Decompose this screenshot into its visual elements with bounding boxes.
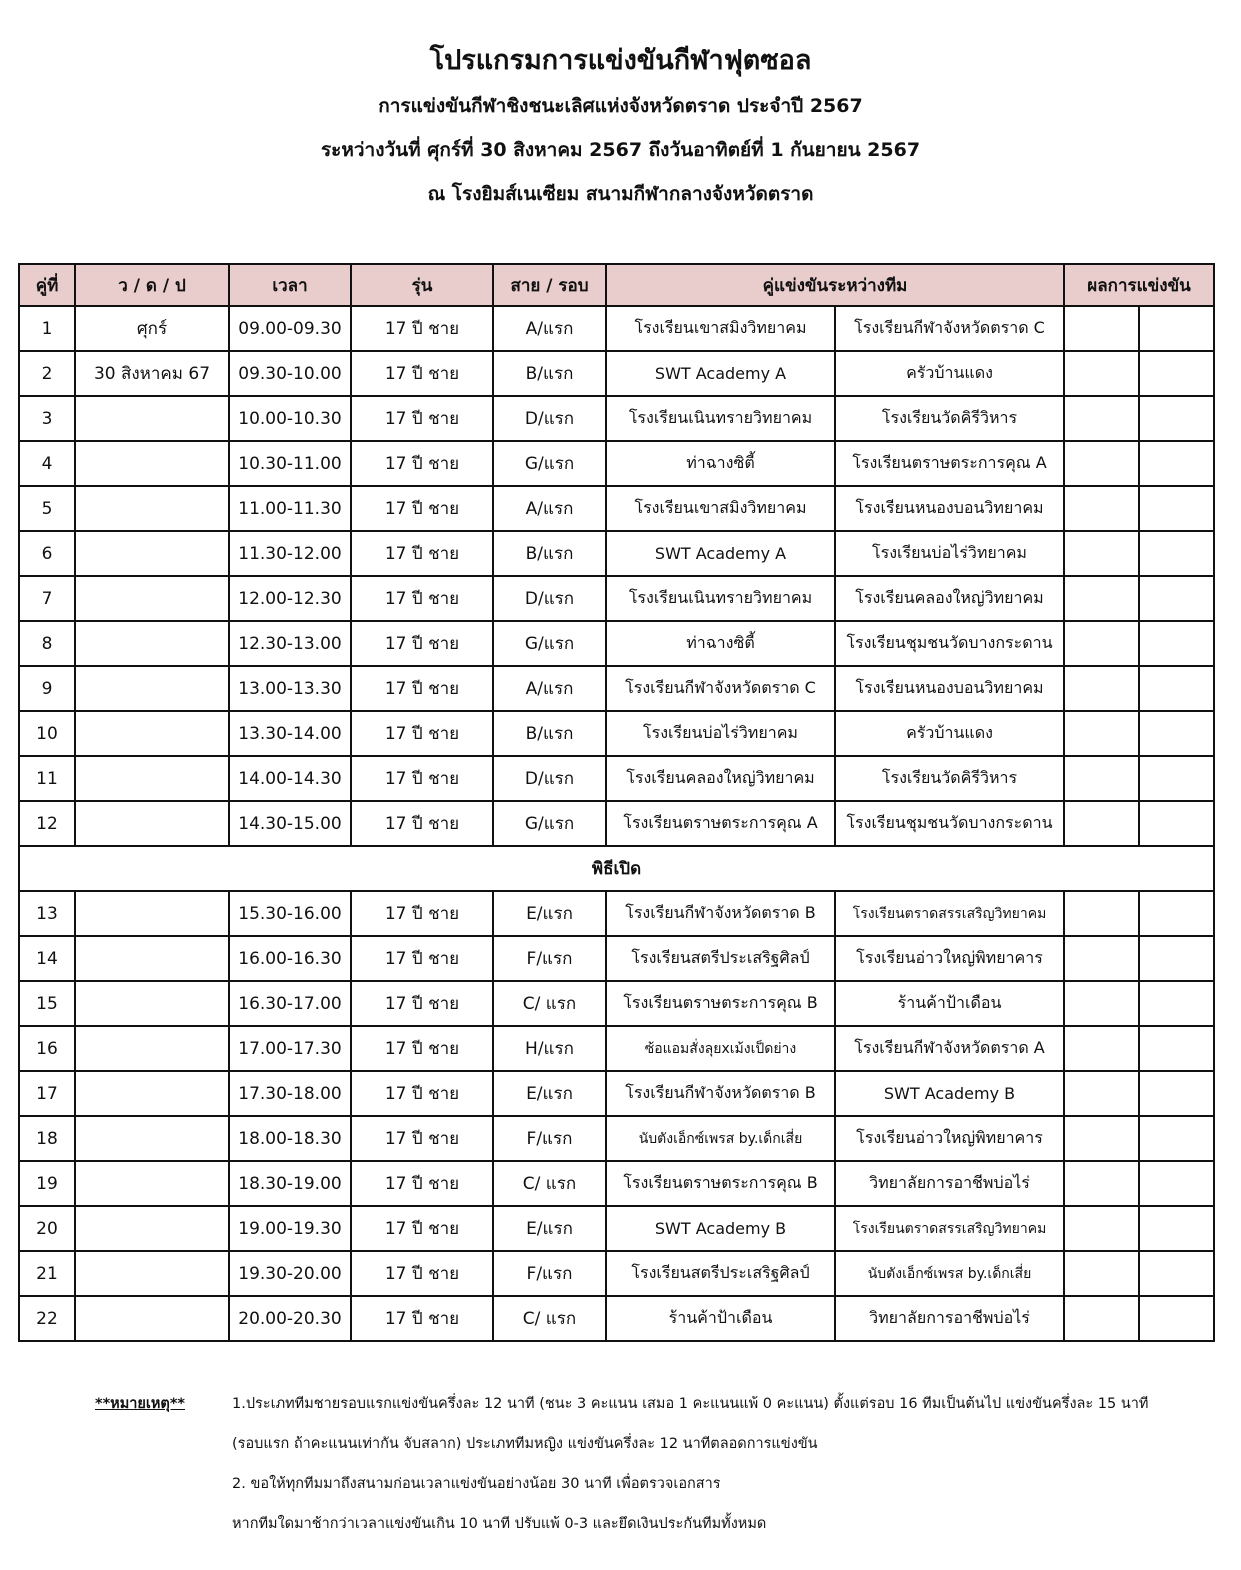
team-b: วิทยาลัยการอาชีพบ่อไร่ xyxy=(835,1296,1064,1341)
match-date xyxy=(75,1296,229,1341)
match-number: 6 xyxy=(19,531,75,576)
match-number: 8 xyxy=(19,621,75,666)
team-a: ซ้อแอมสั่งลุยxเม้งเป็ดย่าง xyxy=(606,1026,835,1071)
match-division: 17 ปี ชาย xyxy=(351,981,493,1026)
match-division: 17 ปี ชาย xyxy=(351,396,493,441)
match-time: 14.00-14.30 xyxy=(229,756,351,801)
match-group-round: G/แรก xyxy=(493,441,606,486)
match-division: 17 ปี ชาย xyxy=(351,306,493,351)
match-division: 17 ปี ชาย xyxy=(351,891,493,936)
match-time: 13.30-14.00 xyxy=(229,711,351,756)
match-division: 17 ปี ชาย xyxy=(351,1071,493,1116)
col-result: ผลการแข่งขัน xyxy=(1064,264,1214,306)
match-number: 7 xyxy=(19,576,75,621)
match-time: 18.00-18.30 xyxy=(229,1116,351,1161)
team-b: โรงเรียนอ่าวใหญ่พิทยาคาร xyxy=(835,1116,1064,1161)
table-row xyxy=(19,621,1214,666)
team-b: ร้านค้าป้าเดือน xyxy=(835,981,1064,1026)
match-group-round: G/แรก xyxy=(493,801,606,846)
result-b xyxy=(1139,1161,1214,1206)
team-a: โรงเรียนเขาสมิงวิทยาคม xyxy=(606,486,835,531)
match-date xyxy=(75,666,229,711)
table-row xyxy=(19,936,1214,981)
match-group-round: G/แรก xyxy=(493,621,606,666)
table-row xyxy=(19,351,1214,396)
result-b xyxy=(1139,531,1214,576)
table-row xyxy=(19,1161,1214,1206)
result-a xyxy=(1064,1206,1139,1251)
match-group-round: C/ แรก xyxy=(493,1161,606,1206)
result-b xyxy=(1139,1071,1214,1116)
result-b xyxy=(1139,621,1214,666)
team-a: โรงเรียนเนินทรายวิทยาคม xyxy=(606,576,835,621)
result-b xyxy=(1139,306,1214,351)
match-time: 18.30-19.00 xyxy=(229,1161,351,1206)
match-group-round: A/แรก xyxy=(493,306,606,351)
team-b: โรงเรียนวัดคิรีวิหาร xyxy=(835,396,1064,441)
team-b: ครัวบ้านแดง xyxy=(835,711,1064,756)
team-b: โรงเรียนอ่าวใหญ่พิทยาคาร xyxy=(835,936,1064,981)
match-time: 15.30-16.00 xyxy=(229,891,351,936)
match-division: 17 ปี ชาย xyxy=(351,756,493,801)
document-header xyxy=(0,38,1241,216)
team-b: SWT Academy B xyxy=(835,1071,1064,1116)
table-row xyxy=(19,891,1214,936)
table-row xyxy=(19,441,1214,486)
match-group-round: F/แรก xyxy=(493,936,606,981)
team-a: โรงเรียนกีฬาจังหวัดตราด C xyxy=(606,666,835,711)
match-number: 11 xyxy=(19,756,75,801)
match-date xyxy=(75,441,229,486)
match-division: 17 ปี ชาย xyxy=(351,1161,493,1206)
result-a xyxy=(1064,801,1139,846)
result-b xyxy=(1139,576,1214,621)
result-a xyxy=(1064,351,1139,396)
table-row xyxy=(19,576,1214,621)
team-a: ท่าฉางซิตี้ xyxy=(606,621,835,666)
match-group-round: B/แรก xyxy=(493,711,606,756)
result-b xyxy=(1139,666,1214,711)
match-time: 12.30-13.00 xyxy=(229,621,351,666)
match-number: 19 xyxy=(19,1161,75,1206)
result-a xyxy=(1064,1296,1139,1341)
match-number: 21 xyxy=(19,1251,75,1296)
match-date xyxy=(75,576,229,621)
match-date xyxy=(75,756,229,801)
result-b xyxy=(1139,351,1214,396)
match-time: 13.00-13.30 xyxy=(229,666,351,711)
team-a: ท่าฉางซิตี้ xyxy=(606,441,835,486)
match-date xyxy=(75,1026,229,1071)
team-a: โรงเรียนสตรีประเสริฐศิลป์ xyxy=(606,936,835,981)
match-group-round: B/แรก xyxy=(493,531,606,576)
match-time: 11.00-11.30 xyxy=(229,486,351,531)
result-b xyxy=(1139,891,1214,936)
match-number: 14 xyxy=(19,936,75,981)
table-row xyxy=(19,801,1214,846)
page-subtitle: การแข่งขันกีฬาชิงชนะเลิศแห่งจังหวัดตราด ประจำปี 2567 xyxy=(378,95,863,117)
team-b: โรงเรียนกีฬาจังหวัดตราด C xyxy=(835,306,1064,351)
match-time: 09.30-10.00 xyxy=(229,351,351,396)
table-row xyxy=(19,1206,1214,1251)
result-a xyxy=(1064,1251,1139,1296)
match-division: 17 ปี ชาย xyxy=(351,1251,493,1296)
team-b: โรงเรียนตราดสรรเสริญวิทยาคม xyxy=(835,1206,1064,1251)
team-a: โรงเรียนตราษตระการคุณ B xyxy=(606,981,835,1026)
match-number: 13 xyxy=(19,891,75,936)
match-time: 20.00-20.30 xyxy=(229,1296,351,1341)
result-b xyxy=(1139,1296,1214,1341)
match-group-round: E/แรก xyxy=(493,1206,606,1251)
match-group-round: E/แรก xyxy=(493,891,606,936)
team-b: โรงเรียนชุมชนวัดบางกระดาน xyxy=(835,621,1064,666)
result-a xyxy=(1064,576,1139,621)
result-a xyxy=(1064,1071,1139,1116)
result-a xyxy=(1064,1116,1139,1161)
match-time: 16.30-17.00 xyxy=(229,981,351,1026)
team-b: โรงเรียนตราษตระการคุณ A xyxy=(835,441,1064,486)
match-number: 2 xyxy=(19,351,75,396)
match-division: 17 ปี ชาย xyxy=(351,486,493,531)
result-a xyxy=(1064,891,1139,936)
match-division: 17 ปี ชาย xyxy=(351,351,493,396)
result-b xyxy=(1139,1251,1214,1296)
table-row xyxy=(19,1071,1214,1116)
match-number: 17 xyxy=(19,1071,75,1116)
match-number: 20 xyxy=(19,1206,75,1251)
match-group-round: F/แรก xyxy=(493,1251,606,1296)
schedule-table xyxy=(18,263,1215,1342)
match-division: 17 ปี ชาย xyxy=(351,576,493,621)
notes-label: **หมายเหตุ** xyxy=(95,1396,186,1412)
match-date xyxy=(75,1251,229,1296)
match-number: 5 xyxy=(19,486,75,531)
team-a: SWT Academy A xyxy=(606,531,835,576)
team-b: โรงเรียนตราดสรรเสริญวิทยาคม xyxy=(835,891,1064,936)
match-group-round: A/แรก xyxy=(493,666,606,711)
result-a xyxy=(1064,666,1139,711)
match-number: 1 xyxy=(19,306,75,351)
match-date xyxy=(75,486,229,531)
table-row xyxy=(19,1026,1214,1071)
result-b xyxy=(1139,936,1214,981)
match-date: 30 สิงหาคม 67 xyxy=(75,351,229,396)
team-b: โรงเรียนวัดคิรีวิหาร xyxy=(835,756,1064,801)
table-row xyxy=(19,666,1214,711)
match-number: 9 xyxy=(19,666,75,711)
team-b: นับตังเอ็กซ์เพรส by.เด็กเสี่ย xyxy=(835,1251,1064,1296)
match-time: 17.30-18.00 xyxy=(229,1071,351,1116)
match-date xyxy=(75,936,229,981)
match-time: 12.00-12.30 xyxy=(229,576,351,621)
team-b: โรงเรียนบ่อไร่วิทยาคม xyxy=(835,531,1064,576)
match-date xyxy=(75,711,229,756)
schedule-body xyxy=(19,306,1214,1341)
page-title: โปรแกรมการแข่งขันกีฬาฟุตซอล xyxy=(429,45,812,76)
table-row xyxy=(19,306,1214,351)
event-dates: ระหว่างวันที่ ศุกร์ที่ 30 สิงหาคม 2567 ถึงวันอาทิตย์ที่ 1 กันยายน 2567 xyxy=(320,139,921,161)
col-group-round: สาย / รอบ xyxy=(493,264,606,306)
team-a: โรงเรียนบ่อไร่วิทยาคม xyxy=(606,711,835,756)
result-b xyxy=(1139,1206,1214,1251)
match-time: 19.00-19.30 xyxy=(229,1206,351,1251)
col-time: เวลา xyxy=(229,264,351,306)
match-date xyxy=(75,621,229,666)
match-division: 17 ปี ชาย xyxy=(351,1206,493,1251)
match-division: 17 ปี ชาย xyxy=(351,621,493,666)
match-division: 17 ปี ชาย xyxy=(351,1296,493,1341)
match-group-round: D/แรก xyxy=(493,576,606,621)
match-date xyxy=(75,1206,229,1251)
match-time: 17.00-17.30 xyxy=(229,1026,351,1071)
team-a: โรงเรียนกีฬาจังหวัดตราด B xyxy=(606,1071,835,1116)
team-b: ครัวบ้านแดง xyxy=(835,351,1064,396)
match-date: ศุกร์ xyxy=(75,306,229,351)
result-a xyxy=(1064,1026,1139,1071)
result-b xyxy=(1139,711,1214,756)
table-row xyxy=(19,531,1214,576)
notes-section xyxy=(95,1386,1225,1546)
match-division: 17 ปี ชาย xyxy=(351,666,493,711)
team-a: โรงเรียนสตรีประเสริฐศิลป์ xyxy=(606,1251,835,1296)
table-row xyxy=(19,711,1214,756)
match-time: 10.30-11.00 xyxy=(229,441,351,486)
note-line: 1.ประเภททีมชายรอบแรกแข่งขันครึ่งละ 12 นาที (ชนะ 3 คะแนน เสมอ 1 คะแนนแพ้ 0 คะแนน) ตั้งแต่รอบ 16 ทีมเป็นต้นไป แข่งขันครึ่งละ 15 นาที xyxy=(232,1396,1149,1412)
result-b xyxy=(1139,981,1214,1026)
team-a: โรงเรียนกีฬาจังหวัดตราด B xyxy=(606,891,835,936)
match-division: 17 ปี ชาย xyxy=(351,441,493,486)
match-time: 14.30-15.00 xyxy=(229,801,351,846)
match-date xyxy=(75,981,229,1026)
note-line: หากทีมใดมาช้ากว่าเวลาแข่งขันเกิน 10 นาที ปรับแพ้ 0-3 และยึดเงินประกันทีมทั้งหมด xyxy=(232,1516,767,1532)
match-number: 22 xyxy=(19,1296,75,1341)
team-a: โรงเรียนตราษตระการคุณ A xyxy=(606,801,835,846)
team-b: วิทยาลัยการอาชีพบ่อไร่ xyxy=(835,1161,1064,1206)
result-b xyxy=(1139,441,1214,486)
team-a: โรงเรียนตราษตระการคุณ B xyxy=(606,1161,835,1206)
match-group-round: C/ แรก xyxy=(493,981,606,1026)
result-a xyxy=(1064,756,1139,801)
match-group-round: A/แรก xyxy=(493,486,606,531)
result-b xyxy=(1139,486,1214,531)
result-a xyxy=(1064,486,1139,531)
result-b xyxy=(1139,396,1214,441)
result-b xyxy=(1139,801,1214,846)
col-date: ว / ด / ป xyxy=(75,264,229,306)
team-b: โรงเรียนชุมชนวัดบางกระดาน xyxy=(835,801,1064,846)
match-date xyxy=(75,801,229,846)
team-b: โรงเรียนกีฬาจังหวัดตราด A xyxy=(835,1026,1064,1071)
table-row xyxy=(19,396,1214,441)
match-date xyxy=(75,1116,229,1161)
result-a xyxy=(1064,1161,1139,1206)
match-number: 10 xyxy=(19,711,75,756)
match-division: 17 ปี ชาย xyxy=(351,1116,493,1161)
team-a: นับตังเอ็กซ์เพรส by.เด็กเสี่ย xyxy=(606,1116,835,1161)
col-division: รุ่น xyxy=(351,264,493,306)
match-time: 19.30-20.00 xyxy=(229,1251,351,1296)
table-row xyxy=(19,981,1214,1026)
result-b xyxy=(1139,1116,1214,1161)
match-group-round: F/แรก xyxy=(493,1116,606,1161)
match-group-round: H/แรก xyxy=(493,1026,606,1071)
match-group-round: B/แรก xyxy=(493,351,606,396)
match-time: 11.30-12.00 xyxy=(229,531,351,576)
header-row xyxy=(19,264,1214,306)
match-number: 3 xyxy=(19,396,75,441)
team-a: โรงเรียนเขาสมิงวิทยาคม xyxy=(606,306,835,351)
match-division: 17 ปี ชาย xyxy=(351,711,493,756)
opening-ceremony-row xyxy=(19,846,1214,891)
team-a: SWT Academy B xyxy=(606,1206,835,1251)
match-number: 4 xyxy=(19,441,75,486)
result-b xyxy=(1139,756,1214,801)
match-number: 16 xyxy=(19,1026,75,1071)
team-a: ร้านค้าป้าเดือน xyxy=(606,1296,835,1341)
match-number: 18 xyxy=(19,1116,75,1161)
match-time: 09.00-09.30 xyxy=(229,306,351,351)
result-a xyxy=(1064,981,1139,1026)
match-number: 12 xyxy=(19,801,75,846)
match-division: 17 ปี ชาย xyxy=(351,1026,493,1071)
match-date xyxy=(75,531,229,576)
table-row xyxy=(19,1251,1214,1296)
note-line: (รอบแรก ถ้าคะแนนเท่ากัน จับสลาก) ประเภททีมหญิง แข่งขันครึ่งละ 12 นาทีตลอดการแข่งขัน xyxy=(232,1436,818,1452)
table-row xyxy=(19,486,1214,531)
match-group-round: E/แรก xyxy=(493,1071,606,1116)
col-match: คู่แข่งขันระหว่างทีม xyxy=(606,264,1064,306)
event-venue: ณ โรงยิมส์เนเซียม สนามกีฬากลางจังหวัดตราด xyxy=(427,183,814,205)
note-line: 2. ขอให้ทุกทีมมาถึงสนามก่อนเวลาแข่งขันอย่างน้อย 30 นาที เพื่อตรวจเอกสาร xyxy=(232,1476,721,1492)
result-a xyxy=(1064,621,1139,666)
result-a xyxy=(1064,531,1139,576)
match-group-round: D/แรก xyxy=(493,396,606,441)
result-a xyxy=(1064,396,1139,441)
col-no: คู่ที่ xyxy=(19,264,75,306)
team-a: SWT Academy A xyxy=(606,351,835,396)
result-a xyxy=(1064,441,1139,486)
table-row xyxy=(19,756,1214,801)
match-time: 10.00-10.30 xyxy=(229,396,351,441)
match-date xyxy=(75,1071,229,1116)
table-row xyxy=(19,1116,1214,1161)
match-group-round: C/ แรก xyxy=(493,1296,606,1341)
team-b: โรงเรียนหนองบอนวิทยาคม xyxy=(835,666,1064,711)
match-division: 17 ปี ชาย xyxy=(351,801,493,846)
team-a: โรงเรียนเนินทรายวิทยาคม xyxy=(606,396,835,441)
match-date xyxy=(75,396,229,441)
match-time: 16.00-16.30 xyxy=(229,936,351,981)
result-a xyxy=(1064,306,1139,351)
opening-ceremony-label: พิธีเปิด xyxy=(19,846,1214,891)
match-division: 17 ปี ชาย xyxy=(351,936,493,981)
match-number: 15 xyxy=(19,981,75,1026)
result-a xyxy=(1064,711,1139,756)
result-b xyxy=(1139,1026,1214,1071)
match-date xyxy=(75,1161,229,1206)
result-a xyxy=(1064,936,1139,981)
match-division: 17 ปี ชาย xyxy=(351,531,493,576)
match-group-round: D/แรก xyxy=(493,756,606,801)
team-a: โรงเรียนคลองใหญ่วิทยาคม xyxy=(606,756,835,801)
match-date xyxy=(75,891,229,936)
table-row xyxy=(19,1296,1214,1341)
team-b: โรงเรียนคลองใหญ่วิทยาคม xyxy=(835,576,1064,621)
team-b: โรงเรียนหนองบอนวิทยาคม xyxy=(835,486,1064,531)
